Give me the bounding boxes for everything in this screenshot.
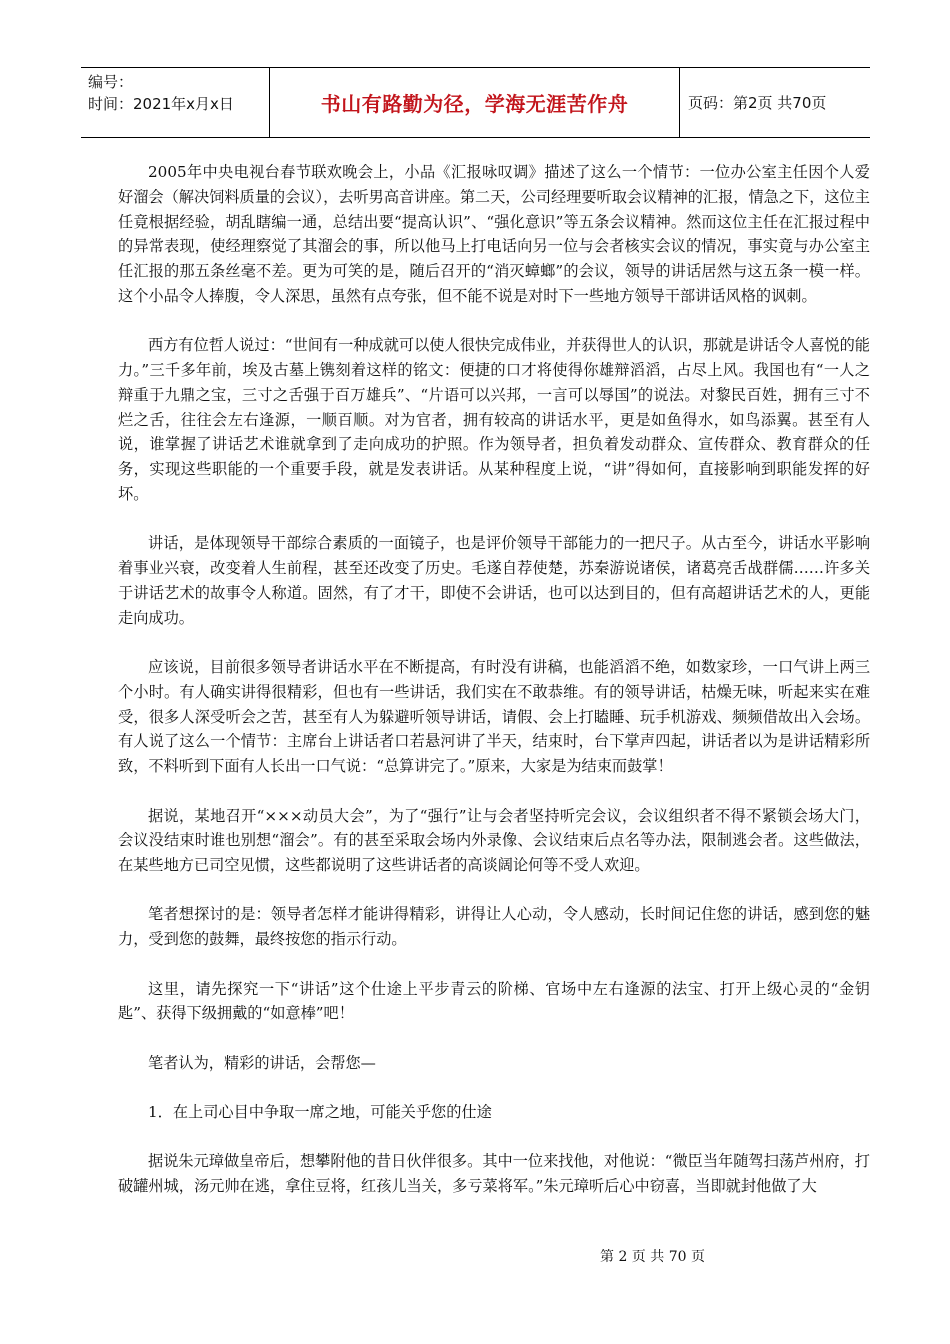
paragraph: 2005年中央电视台春节联欢晚会上，小品《汇报咏叹调》描述了这么一个情节：一位办公室主任因个人爱好溜会（解决饲料质量的会议），去听男高音讲座。第二天，公司经理要听取会议精神的汇报，情急之下，这位主任竟根据经验，胡乱瞎编一通，总结出要“提高认识”、“强化意识”等五条会议精神。然而这位主任在汇报过程中的异常表现，使经理察觉了其溜会的事，所以他马上打电话向另一位与会者核实会议的情况，事实竟与办公室主任汇报的那五条丝毫不差。更为可笑的是，随后召开的“消灭蟑螂”的会议，领导的讲话居然与这五条一模一样。这个小品令人捧腹，令人深思，虽然有点夸张，但不能不说是对时下一些地方领导干部讲话风格的讽刺。 xyxy=(118,163,870,305)
paragraph: 笔者认为，精彩的讲话，会帮您— xyxy=(148,1053,376,1072)
header-page-label: 页码：第2页 共70页 xyxy=(688,94,827,112)
date-label: 时间：2021年x月x日 xyxy=(88,95,234,113)
header-meta xyxy=(81,68,270,137)
paragraph: 据说朱元璋做皇帝后，想攀附他的昔日伙伴很多。其中一位来找他，对他说：“微臣当年随驾扫荡芦州府，打破罐州城，汤元帅在逃，拿住豆将，红孩儿当关，多亏菜将军。”朱元璋听后心中窃喜，当即就封他做了大 xyxy=(118,1152,870,1195)
section-heading: 1．在上司心目中争取一席之地，可能关乎您的仕途 xyxy=(148,1102,492,1121)
paragraph: 讲话，是体现领导干部综合素质的一面镜子，也是评价领导干部能力的一把尺子。从古至今，讲话水平影响着事业兴衰，改变着人生前程，甚至还改变了历史。毛遂自荐使楚，苏秦游说诸侯，诸葛亮舌战群儒……许多关于讲话艺术的故事令人称道。固然，有了才干，即使不会讲话，也可以达到目的，但有高超讲话艺术的人，更能走向成功。 xyxy=(118,534,870,627)
paragraph: 这里，请先探究一下“讲话”这个仕途上平步青云的阶梯、官场中左右逢源的法宝、打开上级心灵的“金钥匙”、获得下级拥戴的“如意棒”吧！ xyxy=(118,979,870,1023)
paragraph: 应该说，目前很多领导者讲话水平在不断提高，有时没有讲稿，也能滔滔不绝，如数家珍，一口气讲上两三个小时。有人确实讲得很精彩，但也有一些讲话，我们实在不敢恭维。有的领导讲话，枯燥无味，听起来实在难受，很多人深受听会之苦，甚至有人为躲避听领导讲话，请假、会上打瞌睡、玩手机游戏、频频借故出入会场。有人说了这么一个情节：主席台上讲话者口若悬河讲了半天，结束时，台下掌声四起，讲话者以为是讲话精彩所致，不料听到下面有人长出一口气说：“总算讲完了。”原来，大家是为结束而鼓掌！ xyxy=(118,658,870,776)
document-body xyxy=(118,160,870,1223)
header-motto: 书山有路勤为径，学海无涯苦作舟 xyxy=(270,68,680,137)
paragraph: 笔者想探讨的是：领导者怎样才能讲得精彩，讲得让人心动，令人感动，长时间记住您的讲话，感到您的魅力，受到您的鼓舞，最终按您的指示行动。 xyxy=(118,905,870,949)
paragraph: 西方有位哲人说过：“世间有一种成就可以使人很快完成伟业，并获得世人的认识，那就是讲话令人喜悦的能力。”三千多年前，埃及古墓上镌刻着这样的铭文：便捷的口才将使得你雄辩滔滔，占尽上风。我国也有“一人之辩重于九鼎之宝，三寸之舌强于百万雄兵”、“片语可以兴邦，一言可以辱国”的说法。对黎民百姓，拥有三寸不烂之舌，往往会左右逢源，一顺百顺。对为官者，拥有较高的讲话水平，更是如鱼得水，如鸟添翼。甚至有人说，谁掌握了讲话艺术谁就拿到了走向成功的护照。作为领导者，担负着发动群众、宣传群众、教育群众的任务，实现这些职能的一个重要手段，就是发表讲话。从某种程度上说，“讲”得如何，直接影响到职能发挥的好坏。 xyxy=(118,336,870,504)
page-footer: 第 2 页 共 70 页 xyxy=(600,1249,705,1265)
serial-label: 编号： xyxy=(88,73,134,91)
paragraph: 据说，某地召开“×××动员大会”，为了“强行”让与会者坚持听完会议，会议组织者不得不紧锁会场大门，会议没结束时谁也别想“溜会”。有的甚至采取会场内外录像、会议结束后点名等办法，限制逃会者。这些做法，在某些地方已司空见惯，这些都说明了这些讲话者的高谈阔论何等不受人欢迎。 xyxy=(118,806,870,875)
page-header xyxy=(81,67,870,138)
